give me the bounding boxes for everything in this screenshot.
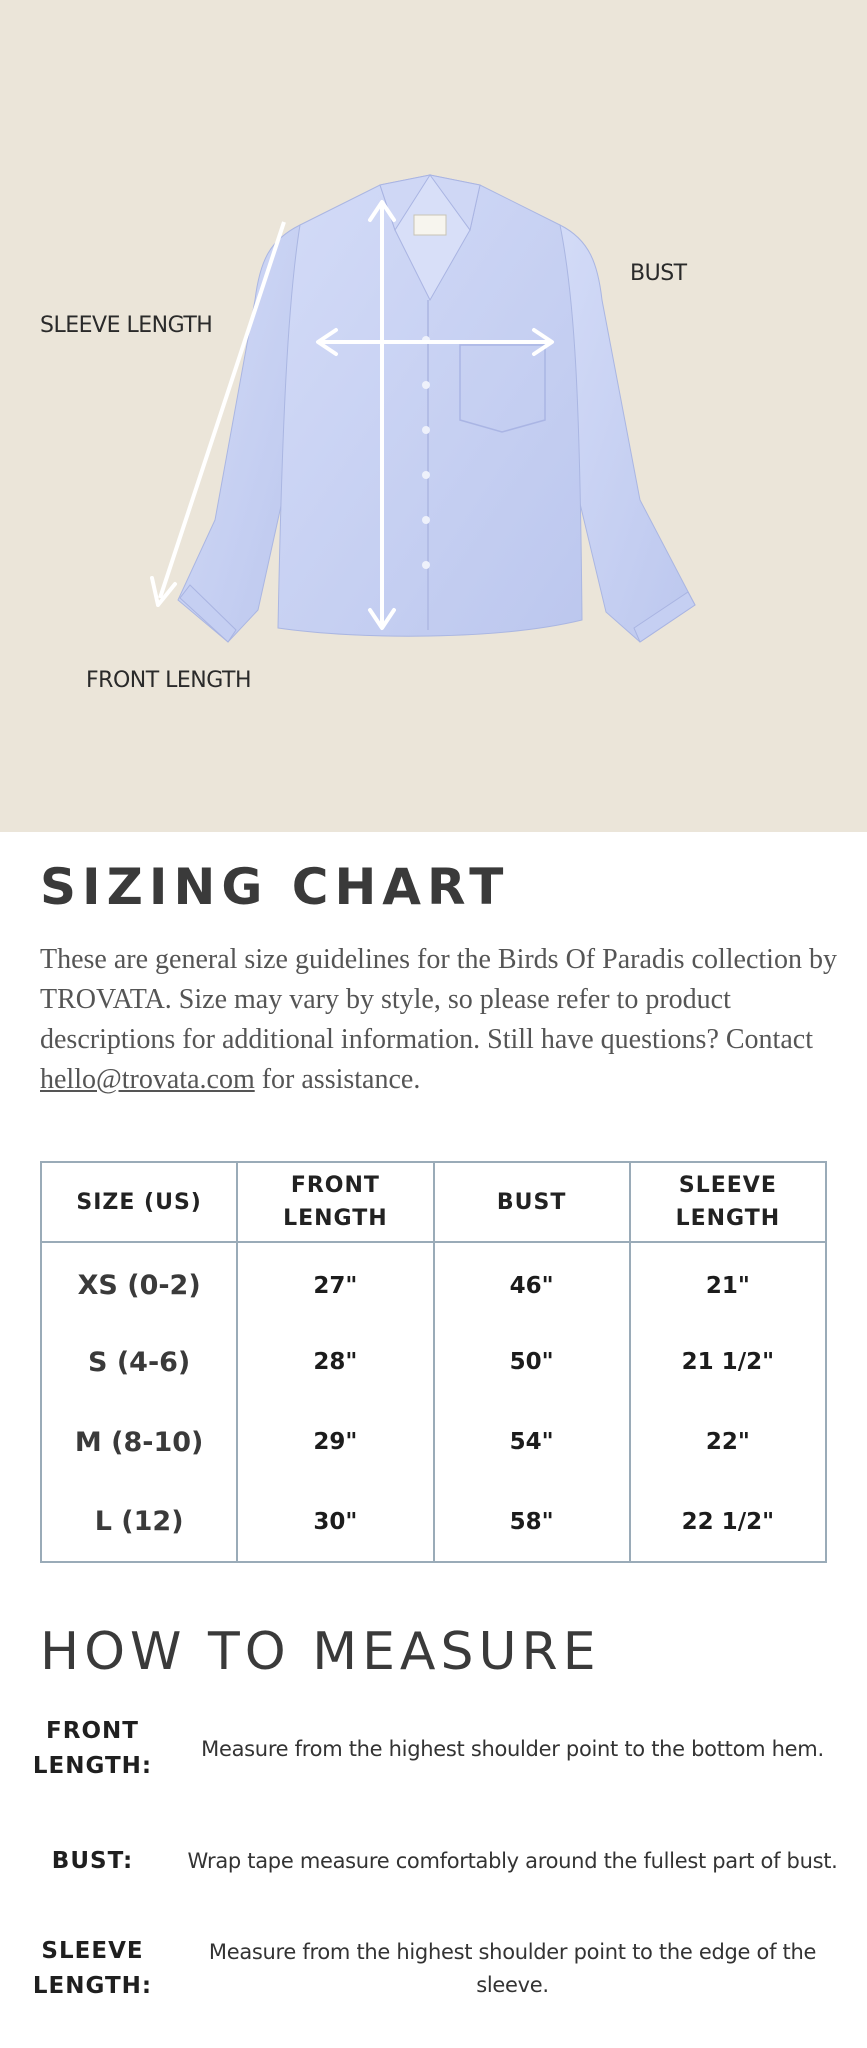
front-length-label: FRONT LENGTH [86, 668, 252, 693]
sleeve-length-cell: 21" [630, 1242, 826, 1322]
header-bust: BUST [434, 1162, 630, 1242]
size-cell: XS (0-2) [41, 1242, 237, 1322]
bust-cell: 58" [434, 1482, 630, 1562]
front-length-cell: 27" [237, 1242, 433, 1322]
table-row [41, 1242, 826, 1322]
measure-item-bust [20, 1824, 850, 1898]
table-header-row [41, 1162, 826, 1242]
size-cell: M (8-10) [41, 1402, 237, 1482]
measurement-diagram [0, 0, 867, 832]
header-front-length: FRONT LENGTH [237, 1162, 433, 1242]
sleeve-length-cell: 22 1/2" [630, 1482, 826, 1562]
sizing-intro [40, 940, 840, 1100]
shirt-illustration [0, 0, 867, 832]
measure-instruction: Measure from the highest shoulder point to the edge of the sleeve. [208, 1940, 817, 1997]
size-cell: L (12) [41, 1482, 237, 1562]
measure-label: BUST: [51, 1847, 134, 1874]
front-length-cell: 29" [237, 1402, 433, 1482]
table-row [41, 1482, 826, 1562]
bust-label: BUST [630, 261, 687, 286]
header-size: SIZE (US) [41, 1162, 237, 1242]
intro-text: These are general size guidelines for the Birds Of Paradis collection by TROVATA. Size may vary by style, so please refer to product descriptions for additional information. Still have questions? Contact [40, 944, 837, 1055]
sizing-chart-title: SIZING CHART [40, 858, 510, 916]
measure-item-front-length [20, 1712, 850, 1786]
sleeve-length-cell: 21 1/2" [630, 1322, 826, 1402]
header-sleeve-length: SLEEVE LENGTH [630, 1162, 826, 1242]
bust-cell: 54" [434, 1402, 630, 1482]
how-to-measure-title: HOW TO MEASURE [40, 1622, 601, 1682]
measure-label: FRONT LENGTH: [32, 1718, 153, 1779]
table-row [41, 1402, 826, 1482]
contact-email-link[interactable]: hello@trovata.com [40, 1064, 255, 1095]
front-length-cell: 30" [237, 1482, 433, 1562]
bust-cell: 46" [434, 1242, 630, 1322]
measure-item-sleeve-length [20, 1932, 850, 2006]
bust-cell: 50" [434, 1322, 630, 1402]
front-length-cell: 28" [237, 1322, 433, 1402]
intro-suffix: for assistance. [254, 1064, 421, 1095]
measure-label: SLEEVE LENGTH: [32, 1938, 153, 1999]
measure-instruction: Wrap tape measure comfortably around the fullest part of bust. [187, 1848, 838, 1873]
sleeve-length-cell: 22" [630, 1402, 826, 1482]
table-row [41, 1322, 826, 1402]
size-table [40, 1161, 827, 1563]
size-cell: S (4-6) [41, 1322, 237, 1402]
measure-instruction: Measure from the highest shoulder point to the bottom hem. [201, 1736, 824, 1761]
sleeve-length-label: SLEEVE LENGTH [40, 313, 213, 338]
